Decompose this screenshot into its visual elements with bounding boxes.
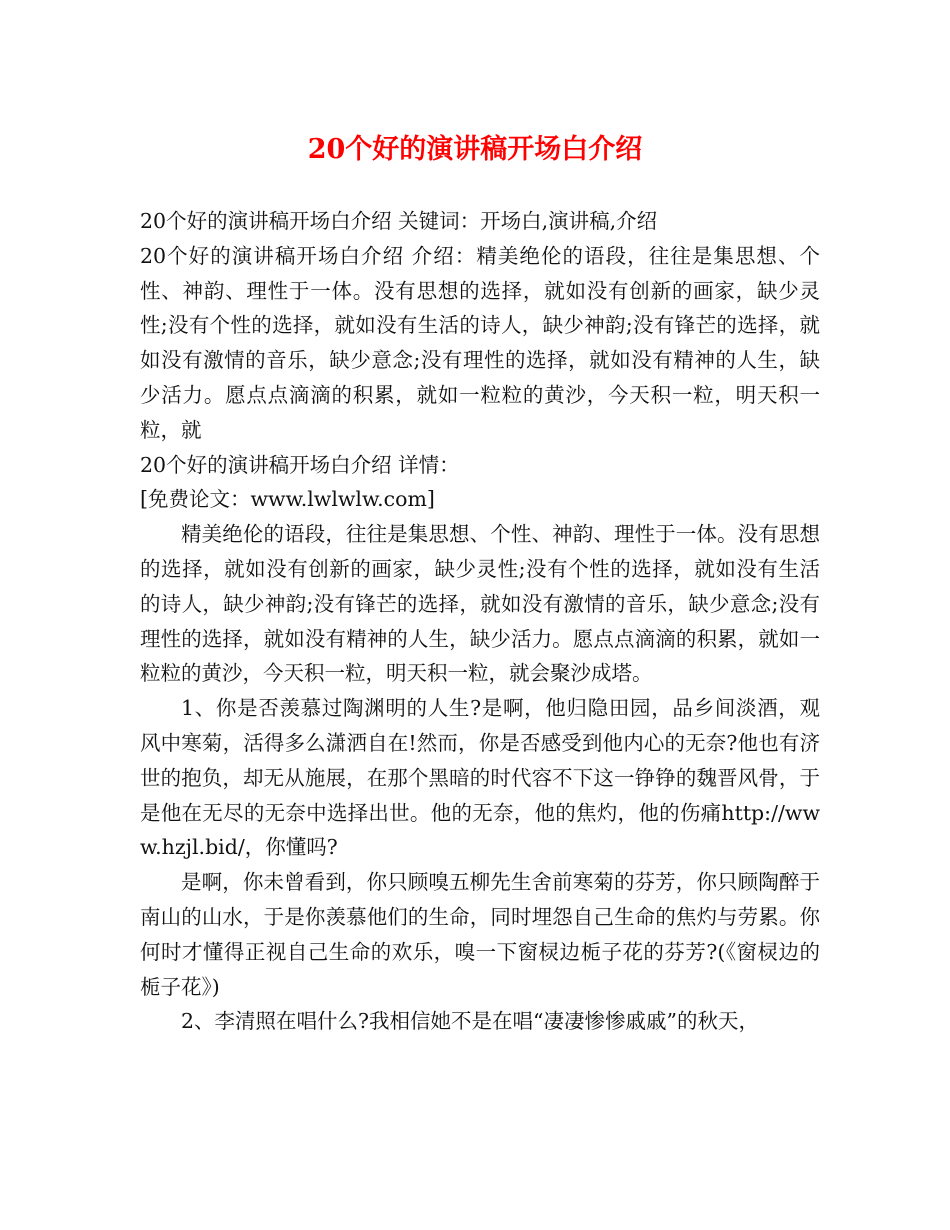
intro-line: 20个好的演讲稿开场白介绍 介绍：精美绝伦的语段，往往是集思想、个性、神韵、理性于一体。没有思想的选择，就如没有创新的画家，缺少灵性;没有个性的选择，就如没有生活的诗人，缺少神韵;没有锋芒的选择，就如没有激情的音乐，缺少意念;没有理性的选择，就如没有精神的人生，缺少活力。愿点点滴滴的积累，就如一粒粒的黄沙，今天积一粒，明天积一粒，就 [140,243,820,442]
body-paragraph: 是啊，你未曾看到，你只顾嗅五柳先生舍前寒菊的芬芳，你只顾陶醉于南山的山水，于是你羡慕他们的生命，同时埋怨自己生命的焦灼与劳累。你何时才懂得正视自己生命的欢乐，嗅一下窗棂边栀子花的芬芳?(《窗棂边的栀子花》) [140,870,820,999]
body-paragraph: 精美绝伦的语段，往往是集思想、个性、神韵、理性于一体。没有思想的选择，就如没有创新的画家，缺少灵性;没有个性的选择，就如没有生活的诗人，缺少神韵;没有锋芒的选择，就如没有激情的音乐，缺少意念;没有理性的选择，就如没有精神的人生，缺少活力。愿点点滴滴的积累，就如一粒粒的黄沙，今天积一粒，明天积一粒，就会聚沙成塔。 [140,522,820,686]
document-title: 20个好的演讲稿开场白介绍 [307,134,643,165]
document-body [140,204,820,1039]
body-paragraph: 1、你是否羡慕过陶渊明的人生?是啊，他归隐田园，品乡间淡酒，观风中寒菊，活得多么潇洒自在!然而，你是否感受到他内心的无奈?他也有济世的抱负，却无从施展，在那个黑暗的时代容不下这一铮铮的魏晋风骨，于是他在无尽的无奈中选择出世。他的无奈，他的焦灼，他的伤痛http://www.hzjl.bid/，你懂吗? [140,696,820,860]
body-paragraph: 2、李清照在唱什么?我相信她不是在唱“凄凄惨惨戚戚”的秋天， [181,1009,759,1034]
source-line: [免费论文：www.lwlwlw.com] [140,487,435,512]
keywords-line: 20个好的演讲稿开场白介绍 关键词：开场白,演讲稿,介绍 [140,209,658,233]
details-line: 20个好的演讲稿开场白介绍 详情： [140,452,460,477]
